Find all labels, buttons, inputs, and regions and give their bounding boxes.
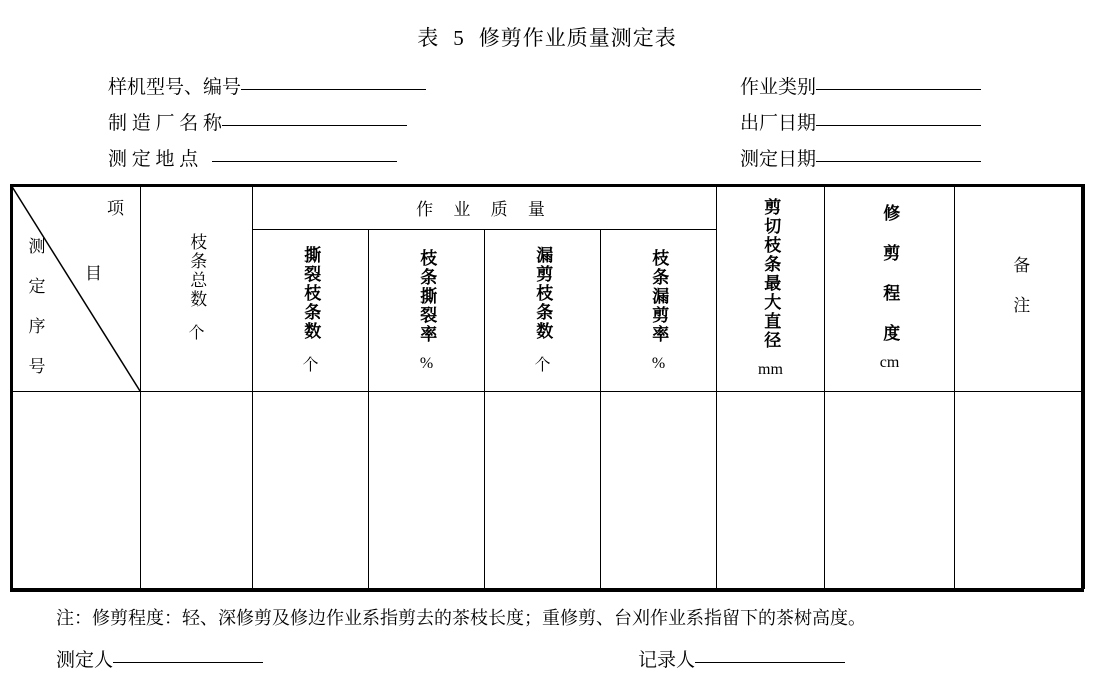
column-header-max-diameter: 剪切枝条最大直径 mm <box>717 185 825 392</box>
corner-cell <box>11 185 141 392</box>
field-manufacturer <box>108 108 407 135</box>
header-field-row <box>0 72 1094 108</box>
field-sample-model <box>108 72 426 99</box>
data-cell[interactable] <box>601 392 717 589</box>
field-work-category <box>740 72 981 99</box>
corner-bottom-label: 测 定 序 号 <box>25 237 45 376</box>
corner-top-label-2: 目 <box>85 264 102 283</box>
signature-rule[interactable] <box>113 662 263 663</box>
data-cell[interactable] <box>825 392 955 589</box>
column-header-missed-branch-count: 漏剪枝条数 个 <box>485 230 601 392</box>
signature-label: 测定人 <box>56 650 114 671</box>
column-header-missed-rate: 枝条漏剪率 % <box>601 230 717 392</box>
field-label: 测定日期 <box>740 149 817 170</box>
column-header-torn-rate: 枝条撕裂率 % <box>369 230 485 392</box>
data-cell[interactable] <box>369 392 485 589</box>
signature-recorder <box>638 645 845 672</box>
field-rule[interactable] <box>212 161 397 162</box>
page-title <box>0 22 1094 52</box>
field-label: 样机型号、编号 <box>108 77 242 98</box>
group-header-work-quality: 作 业 质 量 <box>253 185 717 230</box>
header-field-row <box>0 144 1094 180</box>
column-header-torn-branch-count: 撕裂枝条数 个 <box>253 230 369 392</box>
corner-top-label: 项 <box>107 199 124 218</box>
header-fields <box>0 72 1094 180</box>
table-row[interactable] <box>11 392 1085 589</box>
field-label: 制 造 厂 名 称 <box>108 113 223 134</box>
field-rule[interactable] <box>241 89 426 90</box>
header-field-row <box>0 108 1094 144</box>
footer-signatures <box>0 645 1094 677</box>
column-header-pruning-degree: 修 剪 程 度 cm <box>825 185 955 392</box>
signature-label: 记录人 <box>638 650 696 671</box>
field-measure-location <box>108 144 397 171</box>
signature-measurer <box>56 645 263 672</box>
field-factory-date <box>740 108 981 135</box>
column-header-branch-total: 枝条总数 个 <box>141 185 253 392</box>
table-note: 注：修剪程度：轻、深修剪及修边作业系指剪去的茶枝长度；重修剪、台刈作业系指留下的茶树高度。 <box>56 608 866 628</box>
data-cell[interactable] <box>141 392 253 589</box>
field-label: 作业类别 <box>740 77 817 98</box>
field-label: 出厂日期 <box>740 113 817 134</box>
data-cell[interactable] <box>955 392 1085 589</box>
field-measure-date <box>740 144 981 171</box>
field-rule[interactable] <box>816 89 981 90</box>
data-cell[interactable] <box>717 392 825 589</box>
title-text: 修剪作业质量测定表 <box>478 26 677 50</box>
field-rule[interactable] <box>816 125 981 126</box>
field-rule[interactable] <box>816 161 981 162</box>
data-cell[interactable] <box>11 392 141 589</box>
column-header-remarks: 备 注 <box>955 185 1085 392</box>
title-number: 5 <box>453 26 465 50</box>
field-label: 测 定 地 点 <box>108 149 199 170</box>
data-cell[interactable] <box>485 392 601 589</box>
table-header-row-1 <box>11 185 1085 230</box>
data-cell[interactable] <box>253 392 369 589</box>
field-rule[interactable] <box>222 125 407 126</box>
signature-rule[interactable] <box>695 662 845 663</box>
title-prefix: 表 <box>417 26 440 50</box>
measurement-table <box>10 184 1085 589</box>
